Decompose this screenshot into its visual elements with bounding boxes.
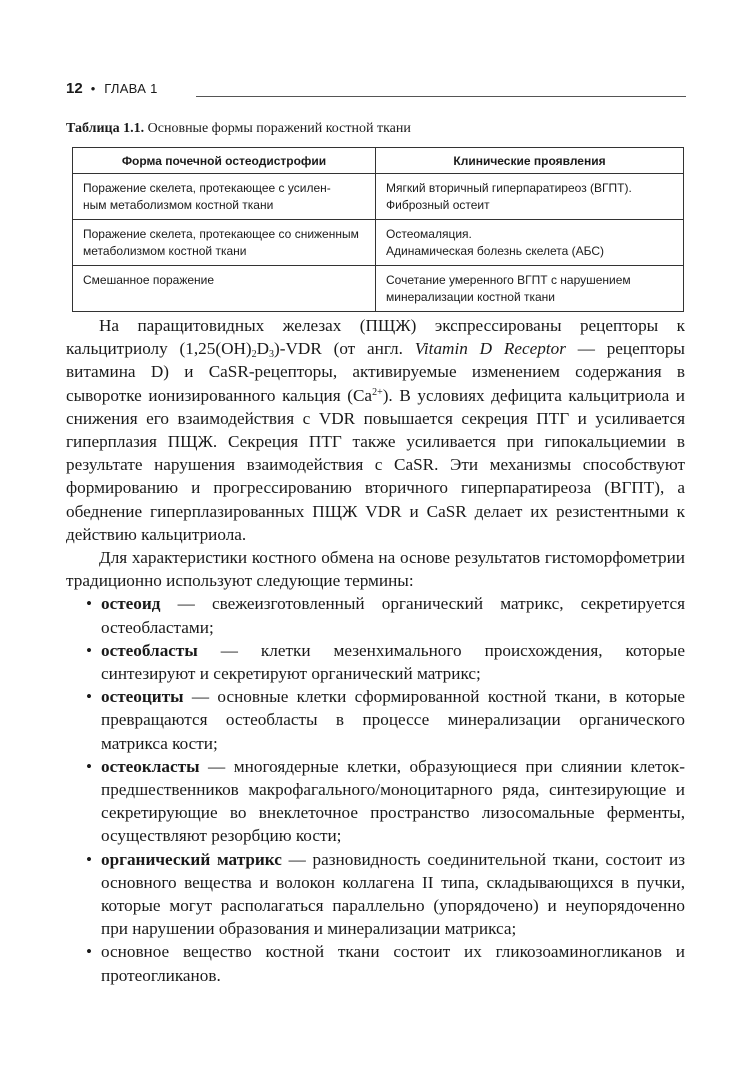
table-cell-form — [73, 266, 376, 312]
term: органический матрикс — [101, 849, 282, 869]
term-definition: — основные клетки сформированной костной ткани, в которые превращаются остеобласты в процессе минерализации органического матрикса кости; — [101, 687, 685, 753]
cell-line: Мягкий вторичный гиперпаратиреоз (ВГПТ). — [386, 181, 632, 195]
body-text — [66, 314, 685, 987]
table-cell-signs — [376, 220, 684, 266]
para-text: На паращитовидных железах (ПЩЖ) экспрессированы рецепторы к кальцитриолу (1,25(OH) — [66, 316, 685, 359]
cell-line: Поражение скелета, протекающее с усилен- — [83, 181, 331, 195]
term: остеоциты — [101, 687, 184, 707]
paragraph-receptors — [66, 314, 685, 546]
list-item — [66, 639, 685, 685]
list-item — [66, 940, 685, 986]
table-cell-form — [73, 220, 376, 266]
header-bullet: • — [90, 81, 96, 96]
para-text: — рецепторы витамина D) и CaSR-рецепторы, активируемые изменением содержания в сыворотке ионизированного кальция (Ca — [66, 339, 685, 405]
running-header — [66, 80, 158, 97]
term: остеокласты — [101, 756, 200, 776]
italic-term: Vitamin D Receptor — [414, 339, 566, 359]
bone-lesions-table — [72, 147, 684, 312]
list-item — [66, 685, 685, 755]
cell-line: Сочетание умеренного ВГПТ с нарушением — [386, 273, 631, 287]
term: остеоид — [101, 594, 161, 614]
para-text: ). В условиях дефицита кальцитриола и снижения его взаимодействия с VDR повышается секреция ПТГ и усиливается гиперплазия ПЩЖ. Секреция ПТГ также усиливается при гипокальциемии в результате нарушения взаимодействия с CaSR. Эти механизмы способствуют формированию и прогрессированию вторичного гиперпаратиреоза (ВГПТ), а обеднение гиперплазированных ПЩЖ VDR и CaSR делает их резистентными к действию кальцитриола. — [66, 385, 685, 544]
table-header-signs: Клинические проявления — [376, 148, 684, 174]
term: остеобласты — [101, 640, 198, 660]
superscript: 2+ — [372, 386, 383, 398]
table-caption-text: Основные формы поражений костной ткани — [144, 121, 411, 136]
table-row — [73, 266, 684, 312]
table-cell-signs — [376, 174, 684, 220]
cell-line: ным метаболизмом костной ткани — [83, 198, 274, 212]
chapter-title: ГЛАВА 1 — [104, 81, 158, 96]
list-item — [66, 848, 685, 941]
page-number: 12 — [66, 80, 83, 97]
para-text: D — [256, 339, 270, 359]
cell-line: Поражение скелета, протекающее со сниженным метаболизмом костной ткани — [83, 227, 359, 258]
subscript: 3 — [269, 349, 275, 361]
cell-line: Смешанное поражение — [83, 273, 215, 287]
terms-list — [66, 592, 685, 986]
term-definition: — свежеизготовленный органический матрикс, секретируется остеобластами; — [101, 594, 685, 637]
cell-line: минерализации костной ткани — [386, 290, 556, 304]
para-text: )-VDR (от англ. — [274, 339, 415, 359]
table-row — [73, 174, 684, 220]
table-header-row — [73, 148, 684, 174]
cell-line: Остеомаляция. — [386, 227, 472, 241]
paragraph-terms-intro: Для характеристики костного обмена на основе результатов гистоморфометрии традиционно используют следующие термины: — [66, 548, 685, 591]
term-definition: основное вещество костной ткани состоит их гликозоаминогликанов и протеогликанов. — [101, 942, 685, 985]
table-caption — [66, 121, 411, 137]
term-definition: — многоядерные клетки, образующиеся при слиянии клеток-предшественников макрофагального/моноцитарного ряда, синтезирующие и секретирующие во внеклеточное пространство лизосомальные ферменты, осуществляют резорбцию кости; — [101, 756, 685, 846]
list-item — [66, 592, 685, 638]
header-rule — [196, 96, 686, 97]
cell-line: Фиброзный остеит — [386, 198, 490, 212]
list-item — [66, 755, 685, 848]
table-cell-form — [73, 174, 376, 220]
table-caption-label: Таблица 1.1. — [66, 121, 145, 136]
table-cell-signs — [376, 266, 684, 312]
term-definition: — клетки мезенхимального происхождения, которые синтезируют и секретируют органический матрикс; — [101, 640, 685, 684]
cell-line: Адинамическая болезнь скелета (АБС) — [386, 244, 605, 258]
table-row — [73, 220, 684, 266]
subscript: 2 — [251, 349, 257, 361]
term-definition: — разновидность соединительной ткани, состоит из основного вещества и волокон коллагена II типа, складывающихся в пучки, которые могут располагаться параллельно (упорядочено) и неупорядоченно при нарушении образования и минерализации матрикса; — [101, 849, 685, 939]
table-header-form: Форма почечной остеодистрофии — [73, 148, 376, 174]
